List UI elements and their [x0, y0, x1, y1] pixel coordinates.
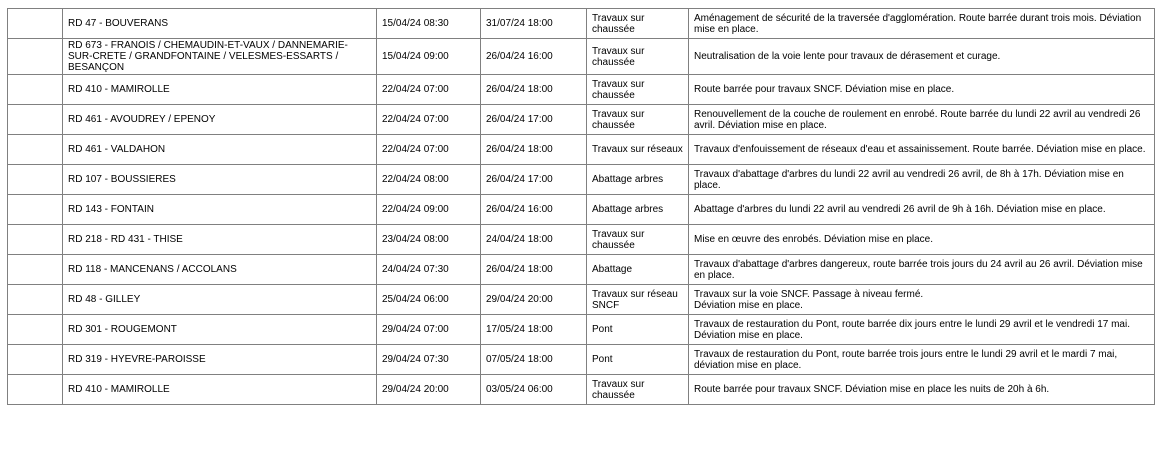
start-date-cell: 23/04/24 08:00	[377, 225, 481, 255]
blank-cell	[8, 105, 63, 135]
table-row	[8, 75, 1155, 105]
description-cell: Travaux de restauration du Pont, route barrée trois jours entre le lundi 29 avril et le mardi 7 mai, déviation mise en place.	[689, 345, 1155, 375]
end-date-cell: 03/05/24 06:00	[481, 375, 587, 405]
work-type-cell: Abattage arbres	[587, 165, 689, 195]
blank-cell	[8, 315, 63, 345]
table-row	[8, 285, 1155, 315]
road-cell: RD 47 - BOUVERANS	[63, 9, 377, 39]
work-type-cell: Travaux sur réseau SNCF	[587, 285, 689, 315]
end-date-cell: 26/04/24 18:00	[481, 75, 587, 105]
blank-cell	[8, 285, 63, 315]
table-row	[8, 9, 1155, 39]
description-cell: Route barrée pour travaux SNCF. Déviation mise en place.	[689, 75, 1155, 105]
table-row	[8, 315, 1155, 345]
end-date-cell: 26/04/24 17:00	[481, 165, 587, 195]
road-cell: RD 410 - MAMIROLLE	[63, 75, 377, 105]
table-row	[8, 39, 1155, 75]
blank-cell	[8, 195, 63, 225]
description-cell: Travaux d'abattage d'arbres du lundi 22 avril au vendredi 26 avril, de 8h à 17h. Déviation mise en place.	[689, 165, 1155, 195]
blank-cell	[8, 375, 63, 405]
end-date-cell: 26/04/24 17:00	[481, 105, 587, 135]
road-cell: RD 118 - MANCENANS / ACCOLANS	[63, 255, 377, 285]
end-date-cell: 07/05/24 18:00	[481, 345, 587, 375]
blank-cell	[8, 345, 63, 375]
start-date-cell: 22/04/24 07:00	[377, 135, 481, 165]
table-row	[8, 345, 1155, 375]
road-cell: RD 319 - HYEVRE-PAROISSE	[63, 345, 377, 375]
work-type-cell: Travaux sur chaussée	[587, 375, 689, 405]
road-cell: RD 410 - MAMIROLLE	[63, 375, 377, 405]
end-date-cell: 24/04/24 18:00	[481, 225, 587, 255]
table-row	[8, 255, 1155, 285]
table-row	[8, 165, 1155, 195]
end-date-cell: 29/04/24 20:00	[481, 285, 587, 315]
start-date-cell: 29/04/24 20:00	[377, 375, 481, 405]
blank-cell	[8, 255, 63, 285]
table-row	[8, 105, 1155, 135]
work-type-cell: Travaux sur chaussée	[587, 39, 689, 75]
start-date-cell: 24/04/24 07:30	[377, 255, 481, 285]
road-cell: RD 461 - VALDAHON	[63, 135, 377, 165]
work-type-cell: Pont	[587, 315, 689, 345]
description-cell: Travaux d'enfouissement de réseaux d'eau et assainissement. Route barrée. Déviation mise en place.	[689, 135, 1155, 165]
description-cell: Route barrée pour travaux SNCF. Déviation mise en place les nuits de 20h à 6h.	[689, 375, 1155, 405]
table-row	[8, 135, 1155, 165]
end-date-cell: 26/04/24 16:00	[481, 39, 587, 75]
blank-cell	[8, 39, 63, 75]
table-row	[8, 195, 1155, 225]
description-cell: Aménagement de sécurité de la traversée d'agglomération. Route barrée durant trois mois. Déviation mise en place.	[689, 9, 1155, 39]
work-type-cell: Abattage	[587, 255, 689, 285]
start-date-cell: 22/04/24 07:00	[377, 75, 481, 105]
work-type-cell: Abattage arbres	[587, 195, 689, 225]
work-type-cell: Travaux sur réseaux	[587, 135, 689, 165]
road-cell: RD 107 - BOUSSIERES	[63, 165, 377, 195]
end-date-cell: 26/04/24 16:00	[481, 195, 587, 225]
work-type-cell: Travaux sur chaussée	[587, 9, 689, 39]
work-type-cell: Travaux sur chaussée	[587, 75, 689, 105]
road-cell: RD 218 - RD 431 - THISE	[63, 225, 377, 255]
road-cell: RD 673 - FRANOIS / CHEMAUDIN-ET-VAUX / DANNEMARIE-SUR-CRETE / GRANDFONTAINE / VELESMES-ESSARTS / BESANÇON	[63, 39, 377, 75]
end-date-cell: 26/04/24 18:00	[481, 255, 587, 285]
description-cell: Renouvellement de la couche de roulement en enrobé. Route barrée du lundi 22 avril au vendredi 26 avril. Déviation mise en place.	[689, 105, 1155, 135]
road-cell: RD 143 - FONTAIN	[63, 195, 377, 225]
table-row	[8, 375, 1155, 405]
start-date-cell: 22/04/24 07:00	[377, 105, 481, 135]
blank-cell	[8, 75, 63, 105]
road-cell: RD 48 - GILLEY	[63, 285, 377, 315]
start-date-cell: 25/04/24 06:00	[377, 285, 481, 315]
description-cell: Neutralisation de la voie lente pour travaux de dérasement et curage.	[689, 39, 1155, 75]
description-cell: Mise en œuvre des enrobés. Déviation mise en place.	[689, 225, 1155, 255]
description-cell: Travaux sur la voie SNCF. Passage à niveau fermé. Déviation mise en place.	[689, 285, 1155, 315]
start-date-cell: 15/04/24 08:30	[377, 9, 481, 39]
end-date-cell: 31/07/24 18:00	[481, 9, 587, 39]
start-date-cell: 29/04/24 07:30	[377, 345, 481, 375]
start-date-cell: 22/04/24 08:00	[377, 165, 481, 195]
road-cell: RD 461 - AVOUDREY / EPENOY	[63, 105, 377, 135]
start-date-cell: 29/04/24 07:00	[377, 315, 481, 345]
end-date-cell: 17/05/24 18:00	[481, 315, 587, 345]
blank-cell	[8, 9, 63, 39]
start-date-cell: 22/04/24 09:00	[377, 195, 481, 225]
blank-cell	[8, 165, 63, 195]
description-cell: Travaux d'abattage d'arbres dangereux, route barrée trois jours du 24 avril au 26 avril. Déviation mise en place.	[689, 255, 1155, 285]
work-type-cell: Travaux sur chaussée	[587, 105, 689, 135]
table-row	[8, 225, 1155, 255]
work-type-cell: Travaux sur chaussée	[587, 225, 689, 255]
roadworks-table-body	[8, 9, 1155, 405]
end-date-cell: 26/04/24 18:00	[481, 135, 587, 165]
roadworks-table	[7, 8, 1155, 405]
blank-cell	[8, 135, 63, 165]
description-cell: Travaux de restauration du Pont, route barrée dix jours entre le lundi 29 avril et le vendredi 17 mai. Déviation mise en place.	[689, 315, 1155, 345]
road-cell: RD 301 - ROUGEMONT	[63, 315, 377, 345]
description-cell: Abattage d'arbres du lundi 22 avril au vendredi 26 avril de 9h à 16h. Déviation mise en place.	[689, 195, 1155, 225]
blank-cell	[8, 225, 63, 255]
start-date-cell: 15/04/24 09:00	[377, 39, 481, 75]
work-type-cell: Pont	[587, 345, 689, 375]
